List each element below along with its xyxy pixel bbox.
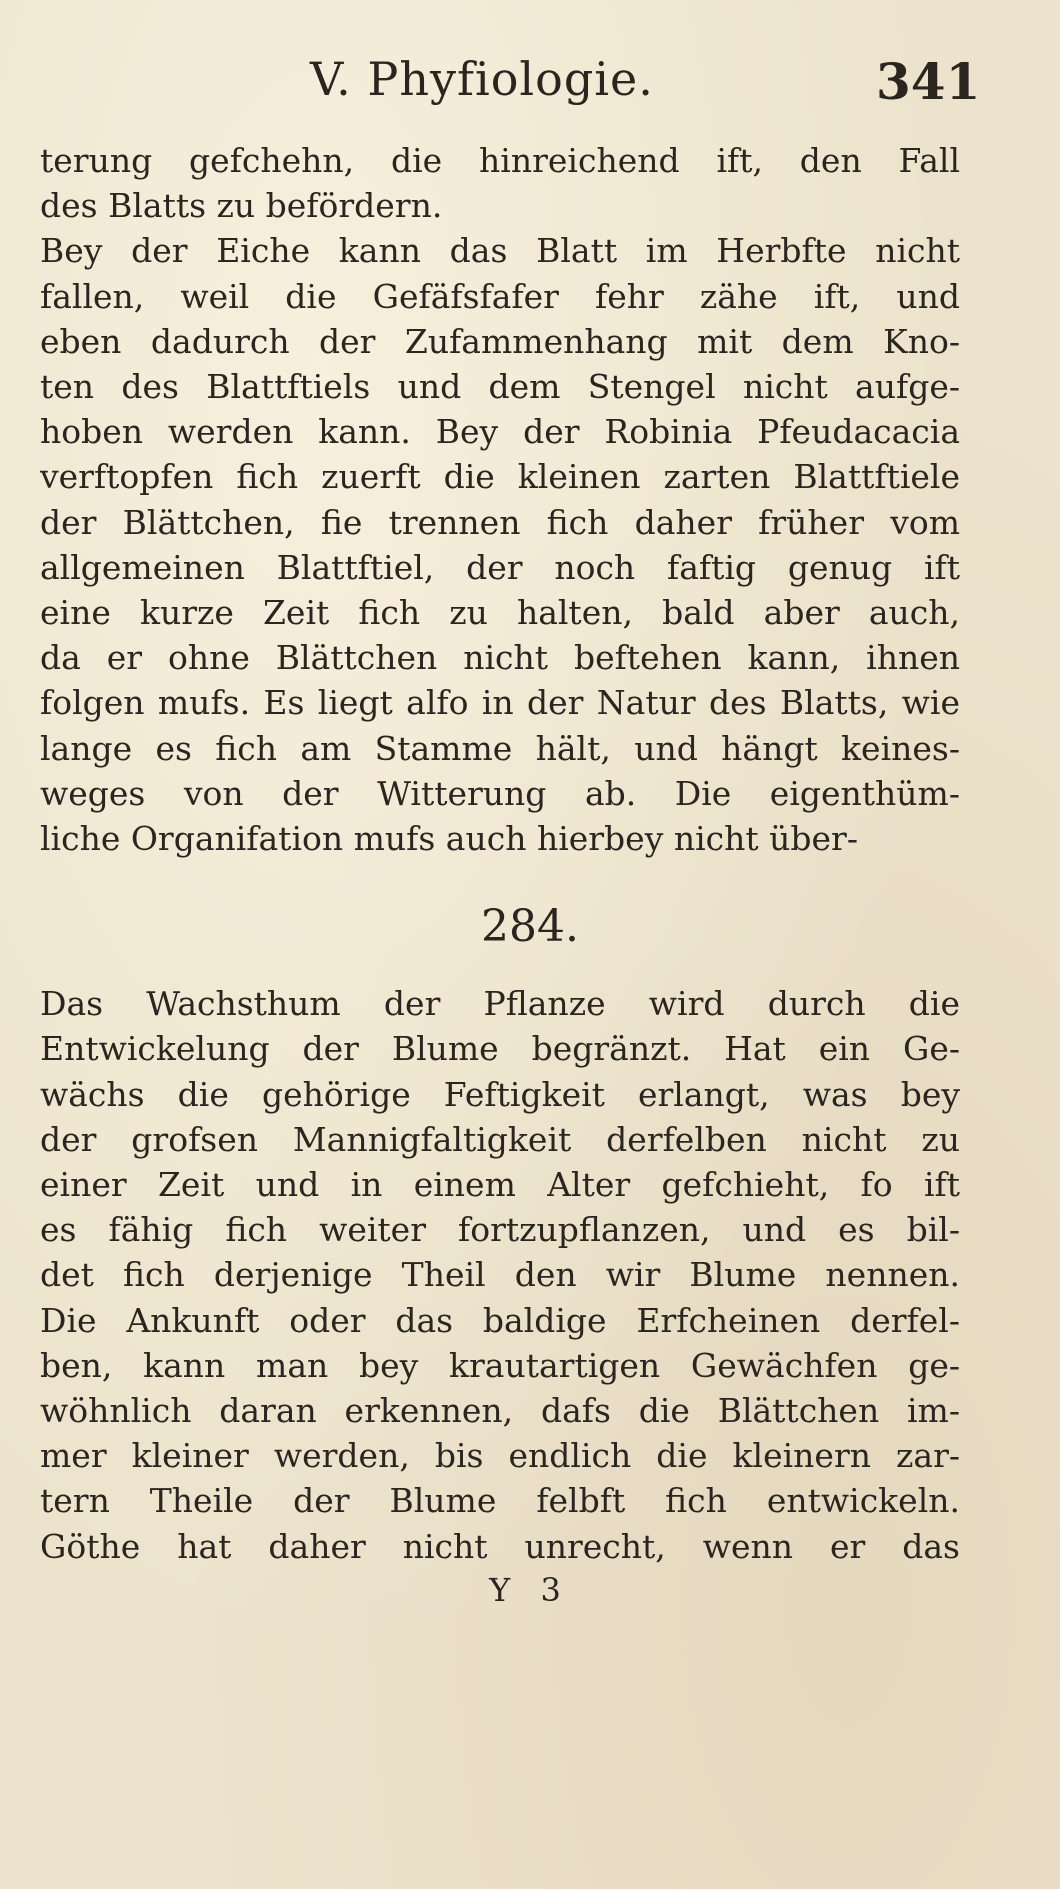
text-line: weges von der Witterung ab. Die eigenthüm-	[40, 773, 960, 813]
text-line: wächs die gehörige Feftigkeit erlangt, was bey	[40, 1074, 960, 1114]
text-line: ben, kann man bey krautartigen Gewächfen ge-	[40, 1345, 960, 1385]
text-line: folgen mufs. Es liegt alfo in der Natur des Blatts, wie	[40, 683, 960, 723]
text-line: eben dadurch der Zufammenhang mit dem Kno-	[40, 321, 960, 361]
text-line: verftopfen fich zuerft die kleinen zarten Blattftiele	[40, 457, 960, 497]
text-line: wöhnlich daran erkennen, dafs die Blättchen im-	[40, 1391, 960, 1430]
text-line: es fähig fich weiter fortzupflanzen, und es bil-	[40, 1210, 960, 1250]
text-line: det fich derjenige Theil den wir Blume nennen.	[40, 1255, 960, 1295]
text-line: hoben werden kann. Bey der Robinia Pfeudacacia	[40, 412, 960, 452]
text-line: eine kurze Zeit fich zu halten, bald aber auch,	[40, 593, 960, 632]
text-line: terung gefchehn, die hinreichend ift, den Fall	[40, 141, 960, 180]
text-line: Göthe hat daher nicht unrecht, wenn er das	[40, 1526, 960, 1566]
text-line: Bey der Eiche kann das Blatt im Herbfte nicht	[40, 231, 960, 271]
text-line: einer Zeit und in einem Alter gefchieht, fo ift	[40, 1165, 960, 1204]
running-header	[0, 52, 1060, 122]
text-line: der grofsen Mannigfaltigkeit derfelben nicht zu	[40, 1119, 960, 1159]
text-line: lange es fich am Stamme hält, und hängt keines-	[40, 728, 960, 768]
text-line: allgemeinen Blattftiel, der noch faftig genug ift	[40, 547, 960, 587]
text-line: fallen, weil die Gefäfsfafer fehr zähe ift, und	[40, 276, 960, 316]
header-title: V. Phyfiologie.	[310, 52, 654, 106]
text-line: tern Theile der Blume felbft fich entwickeln.	[40, 1481, 960, 1521]
text-line: liche Organifation mufs auch hierbey nicht über-	[40, 819, 858, 858]
text-line: mer kleiner werden, bis endlich die kleinern zar-	[40, 1436, 960, 1476]
section-number: 284.	[481, 901, 579, 953]
text-line: der Blättchen, fie trennen fich daher früher vom	[40, 502, 960, 542]
page-number: 341	[876, 52, 981, 111]
text-line: ten des Blattftiels und dem Stengel nicht aufge-	[40, 367, 960, 406]
signature-mark: Y 3	[489, 1570, 571, 1609]
text-line: da er ohne Blättchen nicht beftehen kann, ihnen	[40, 638, 960, 678]
text-line: des Blatts zu befördern.	[40, 186, 443, 226]
text-line: Das Wachsthum der Pflanze wird durch die	[40, 984, 960, 1024]
text-line: Entwickelung der Blume begränzt. Hat ein Ge-	[40, 1029, 960, 1069]
text-line: Die Ankunft oder das baldige Erfcheinen derfel-	[40, 1300, 960, 1340]
